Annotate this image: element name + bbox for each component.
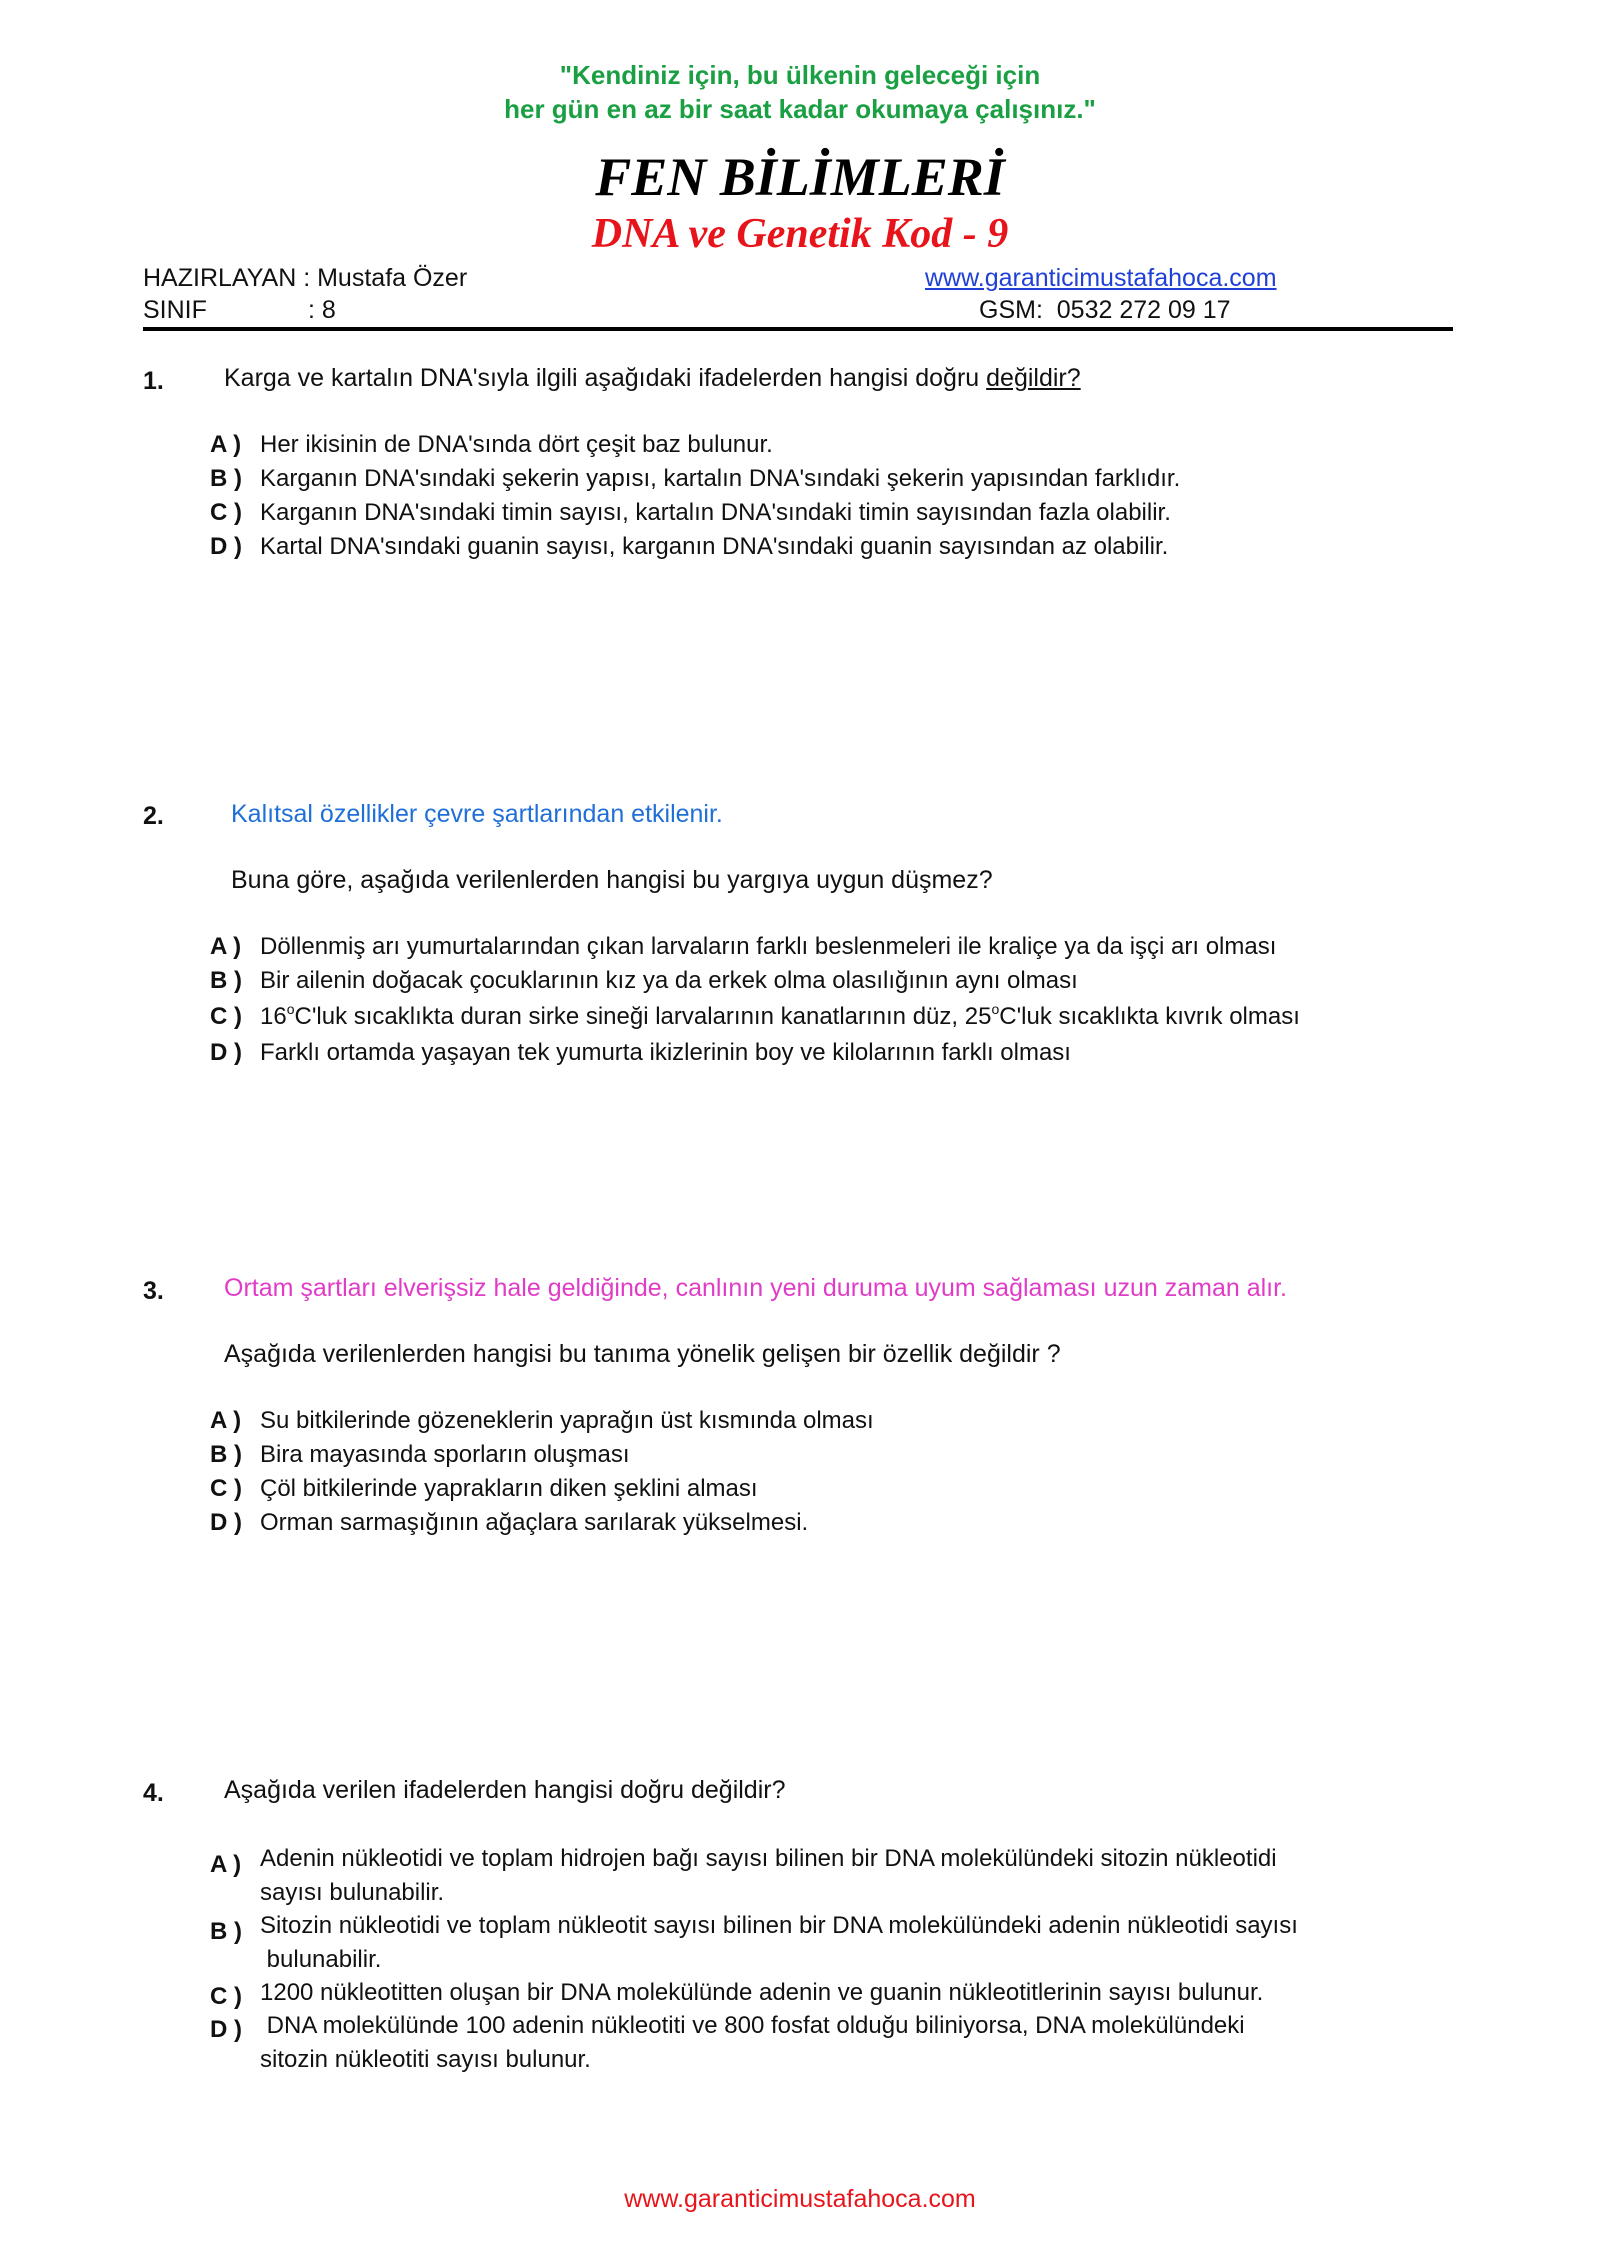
page-subtitle: DNA ve Genetik Kod - 9 xyxy=(591,211,1009,257)
question-2-statement: Kalıtsal özellikler çevre şartlarından etkilenir. xyxy=(231,800,723,828)
question-2-number: 2. xyxy=(143,802,164,830)
question-3-option-d[interactable]: D ) Orman sarmaşığının ağaçlara sarılarak yükselmesi. xyxy=(210,1509,809,1536)
question-1-option-d[interactable]: D ) Kartal DNA'sındaki guanin sayısı, karganın DNA'sındaki guanin sayısından az olabilir. xyxy=(210,533,1169,560)
question-3-statement: Ortam şartları elverişsiz hale geldiğinde, canlının yeni duruma uyum sağlaması uzun zaman alır. xyxy=(224,1274,1288,1302)
author-label: HAZIRLAYAN : Mustafa Özer xyxy=(143,264,468,292)
question-3-option-a[interactable]: A ) Su bitkilerinde gözeneklerin yaprağın üst kısmında olması xyxy=(210,1407,874,1434)
motto-line-1: "Kendiniz için, bu ülkenin geleceği için xyxy=(559,60,1041,90)
question-4-option-a-continued: sayısı bulunabilir. xyxy=(260,1879,445,1906)
question-4-option-b[interactable]: B ) Sitozin nükleotidi ve toplam nükleotit sayısı bilinen bir DNA molekülündeki adenin nükleotidi sayısı xyxy=(210,1912,1298,1945)
question-2-option-d[interactable]: D ) Farklı ortamda yaşayan tek yumurta ikizlerinin boy ve kilolarının farklı olması xyxy=(210,1039,1071,1066)
footer-website[interactable]: www.garanticimustafahoca.com xyxy=(624,2185,976,2213)
question-3-option-b[interactable]: B ) Bira mayasında sporların oluşması xyxy=(210,1441,630,1468)
question-2-option-a[interactable]: A ) Döllenmiş arı yumurtalarından çıkan larvaların farklı beslenmeleri ile kraliçe ya da işçi arı olması xyxy=(210,933,1277,960)
question-3-number: 3. xyxy=(143,1277,164,1305)
question-2-option-b[interactable]: B ) Bir ailenin doğacak çocuklarının kız ya da erkek olma olasılığının aynı olması xyxy=(210,967,1078,994)
question-1-option-a[interactable]: A ) Her ikisinin de DNA'sında dört çeşit baz bulunur. xyxy=(210,431,773,458)
question-4-option-d[interactable]: D ) DNA molekülünde 100 adenin nükleotiti ve 800 fosfat olduğu biliniyorsa, DNA molekülündeki xyxy=(210,2012,1245,2043)
question-1-number: 1. xyxy=(143,367,164,395)
question-1-option-b[interactable]: B ) Karganın DNA'sındaki şekerin yapısı, kartalın DNA'sındaki şekerin yapısından farklıdır. xyxy=(210,465,1181,492)
question-2-prompt: Buna göre, aşağıda verilenlerden hangisi bu yargıya uygun düşmez? xyxy=(231,866,993,894)
motto-line-2: her gün en az bir saat kadar okumaya çalışınız." xyxy=(504,94,1096,124)
question-3-option-c[interactable]: C ) Çöl bitkilerinde yaprakların diken şeklini alması xyxy=(210,1475,758,1502)
class-value: : 8 xyxy=(308,296,336,324)
question-4-option-b-continued: bulunabilir. xyxy=(260,1946,382,1973)
phone-number: GSM: 0532 272 09 17 xyxy=(979,296,1231,324)
question-1-option-c[interactable]: C ) Karganın DNA'sındaki timin sayısı, kartalın DNA'sındaki timin sayısından fazla olabilir. xyxy=(210,499,1171,526)
website-link[interactable]: www.garanticimustafahoca.com xyxy=(925,264,1277,292)
question-2-option-c[interactable]: C ) 16$^o$C'luk sıcaklıkta duran sirke sineği larvalarının kanatlarının düz, 25$^o$C'luk sıcaklıkta kıvrık olması xyxy=(210,1001,1300,1030)
class-label: SINIF xyxy=(143,296,207,324)
question-4-number: 4. xyxy=(143,1779,164,1807)
page-title: FEN BİLİMLERİ xyxy=(595,147,1005,207)
question-4-option-c[interactable]: C ) 1200 nükleotitten oluşan bir DNA molekülünde adenin ve guanin nükleotitlerinin sayısı bulunur. xyxy=(210,1979,1264,2010)
question-1-text: Karga ve kartalın DNA'sıyla ilgili aşağıdaki ifadelerden hangisi doğru değildir? xyxy=(224,364,1081,392)
question-4-text: Aşağıda verilen ifadelerden hangisi doğru değildir? xyxy=(224,1776,786,1804)
question-4-option-a[interactable]: A ) Adenin nükleotidi ve toplam hidrojen bağı sayısı bilinen bir DNA molekülündeki sitozin nükleotidi xyxy=(210,1845,1277,1878)
question-3-prompt: Aşağıda verilenlerden hangisi bu tanıma yönelik gelişen bir özellik değildir ? xyxy=(224,1340,1061,1368)
question-4-option-d-continued: sitozin nükleotiti sayısı bulunur. xyxy=(260,2046,591,2073)
header-divider xyxy=(143,327,1453,331)
